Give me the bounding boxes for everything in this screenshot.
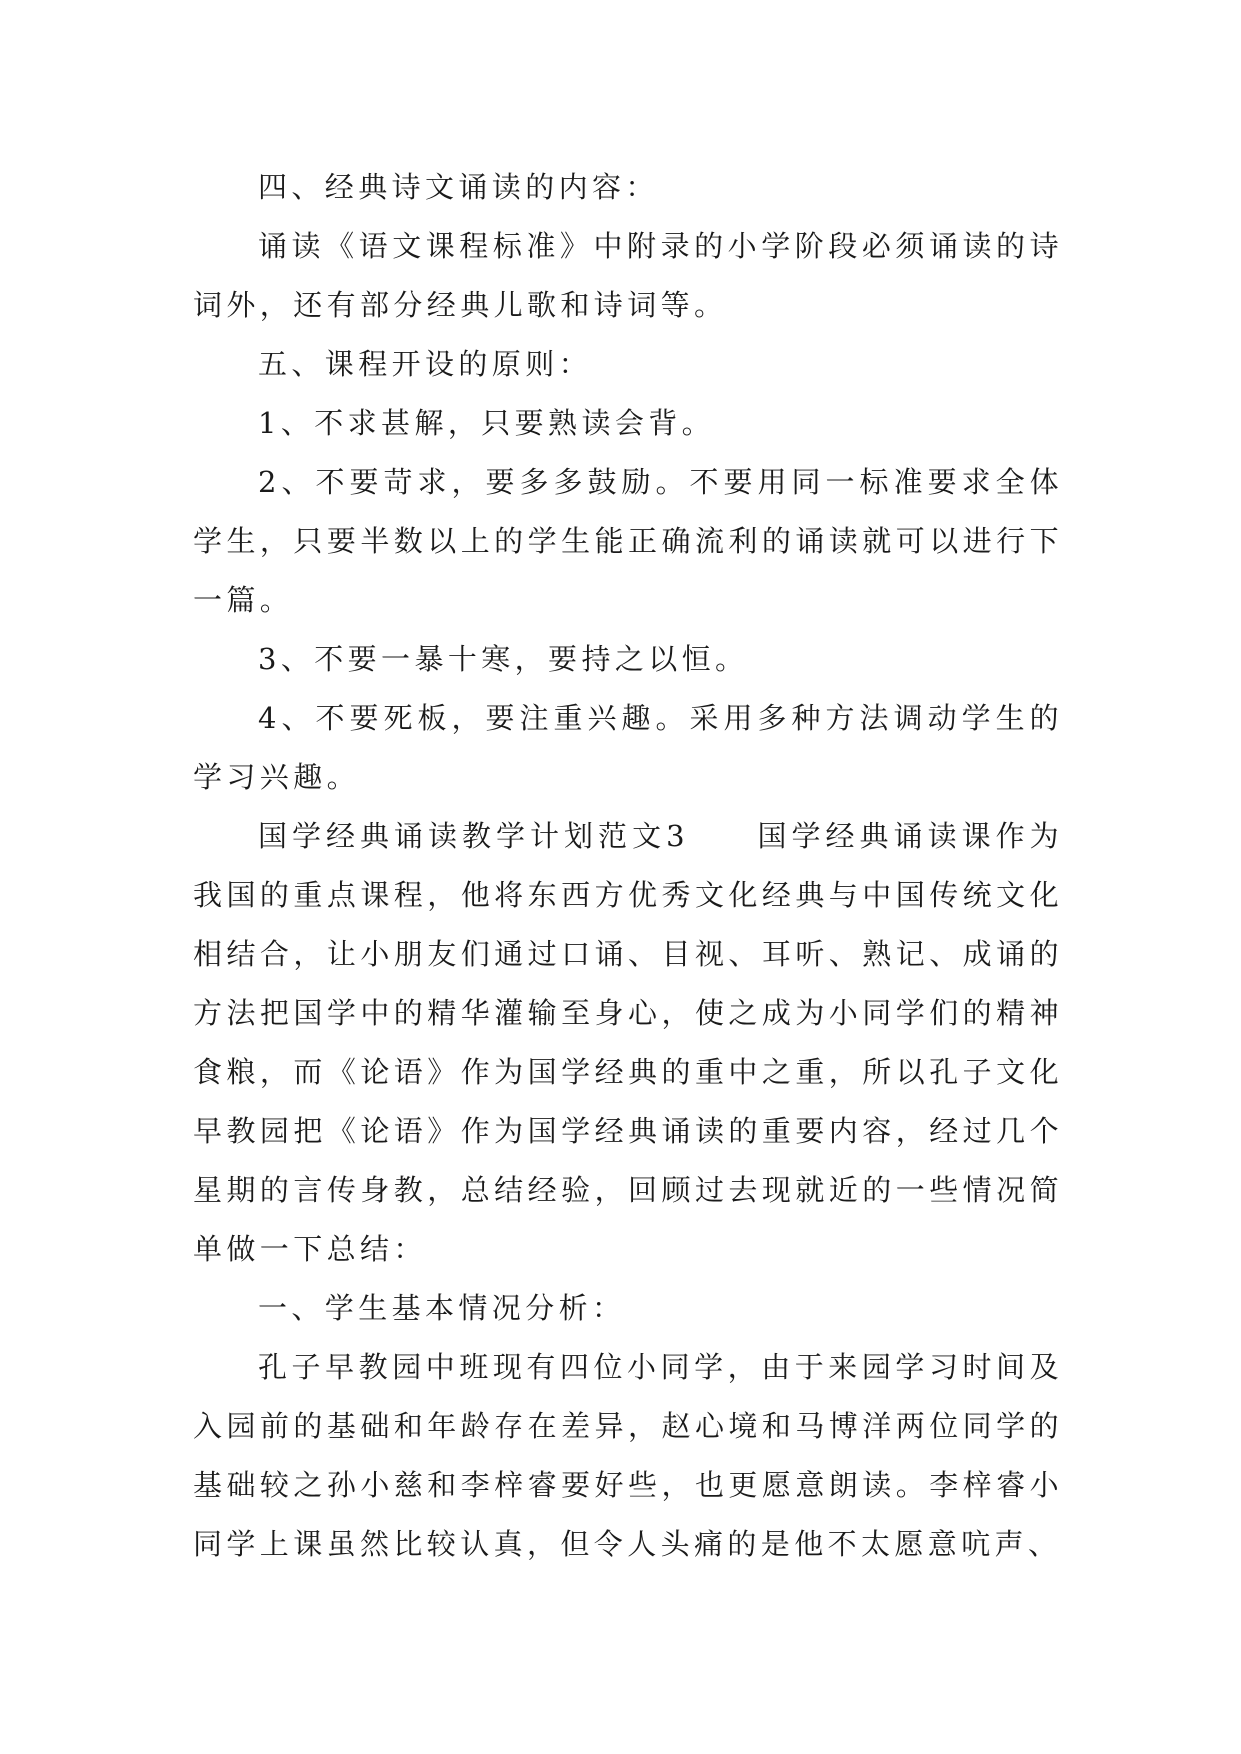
paragraph-heading-1: 一、学生基本情况分析： (258, 1291, 626, 1325)
document-body (193, 158, 1063, 1574)
paragraph-principle-1: 1、不求甚解，只要熟读会背。 (258, 406, 716, 440)
paragraph-sample-3: 国学经典诵读教学计划范文3 国学经典诵读课作为我国的重点课程，他将东西方优秀文化经典与中国传统文化相结合，让小朋友们通过口诵、目视、耳听、熟记、成诵的方法把国学中的精华灌输至身心，使之成为小同学们的精神食粮，而《论语》作为国学经典的重中之重，所以孔子文化早教园把《论语》作为国学经典诵读的重要内容，经过几个星期的言传身教，总结经验，回顾过去现就近的一些情况简单做一下总结： (193, 819, 1063, 1266)
paragraph-heading-4: 四、经典诗文诵读的内容： (258, 170, 659, 204)
paragraph-principle-2: 2、不要苛求，要多多鼓励。不要用同一标准要求全体学生，只要半数以上的学生能正确流利的诵读就可以进行下一篇。 (193, 465, 1063, 617)
paragraph-principle-3: 3、不要一暴十寒，要持之以恒。 (258, 642, 749, 676)
paragraph-principle-4: 4、不要死板，要注重兴趣。采用多种方法调动学生的学习兴趣。 (193, 701, 1063, 794)
paragraph-content-description: 诵读《语文课程标准》中附录的小学阶段必须诵读的诗词外，还有部分经典儿歌和诗词等。 (193, 229, 1063, 322)
paragraph-heading-5: 五、课程开设的原则： (258, 347, 593, 381)
paragraph-student-analysis: 孔子早教园中班现有四位小同学，由于来园学习时间及入园前的基础和年龄存在差异，赵心境和马博洋两位同学的基础较之孙小慈和李梓睿要好些，也更愿意朗读。李梓睿小同学上课虽然比较认真，但令人头痛的是他不太愿意吭声、 (193, 1350, 1063, 1561)
